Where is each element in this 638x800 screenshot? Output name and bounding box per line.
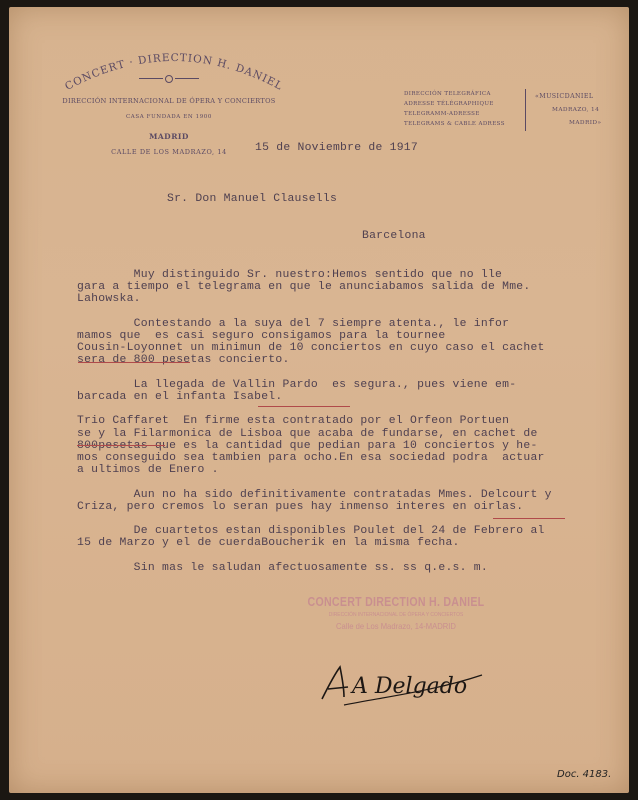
letter-date: 15 de Noviembre de 1917 <box>255 142 418 154</box>
letterhead-ornament <box>139 75 199 81</box>
stamp-line-3: Calle de Los Madrazo, 14-MADRID <box>336 621 456 631</box>
body-line: Aun no ha sido definitivamente contratadas Mmes. Delcourt y <box>77 488 552 501</box>
body-line: a ultimos de Enero . <box>77 464 219 477</box>
letterhead-city: MADRID <box>149 132 189 141</box>
telegraph-line-3: TELEGRAMM-ADRESSE <box>404 111 480 117</box>
body-line: mamos que es casi seguro consigamos para la tournee <box>77 330 446 342</box>
body-line: Sin mas le saludan afectuosamente ss. ss q.e.s. m. <box>77 561 488 574</box>
letterhead-firm-arc <box>49 37 299 97</box>
body-line: Muy distinguido Sr. nuestro:Hemos sentido que no lle <box>77 269 503 281</box>
underline-vallin-pardo <box>258 406 350 407</box>
svg-text:CONCERT · DIRECTION H. DANIEL <box>63 52 285 93</box>
body-line: 800pesetas que es la cantidad que pedian para 10 conciertos y he- <box>77 439 538 452</box>
body-line: Criza, pero cremos lo seran pues hay inmenso interes en oirlas. <box>77 500 524 513</box>
body-line: Contestando a la suya del 7 siempre atenta., le infor <box>77 317 510 330</box>
signature <box>314 657 494 712</box>
telegraph-divider <box>525 89 526 131</box>
body-line: La llegada de Vallin Pardo es segura., pues viene em- <box>77 378 517 391</box>
body-line: Cousin-Loyonnet un minimun de 10 conciertos en cuyo caso el cachet <box>77 342 545 355</box>
telegraph-address-2: MADRAZO, 14 <box>552 107 600 113</box>
body-line: se y la Filarmonica de Lisboa que acaba de fundarse, en cachet de <box>77 427 538 440</box>
letterhead-founded: CASA FUNDADA EN 1900 <box>125 114 213 120</box>
telegraph-address-1: «MUSICDANIEL <box>535 93 594 100</box>
body-line: mos conseguido sea tambien para ocho.En esa sociedad podra actuar <box>77 452 545 464</box>
archive-doc-number: Doc. 4183. <box>557 769 612 780</box>
body-line: 15 de Marzo y el de cuerdaBoucherik en la misma fecha. <box>77 537 460 550</box>
letterhead-street: CALLE DE LOS MADRAZO, 14 <box>111 148 227 156</box>
body-line: sera de 800 pesetas concierto. <box>77 354 290 367</box>
body-line: Trio Caffaret En firme esta contratado por el Orfeon Portuen <box>77 415 510 428</box>
body-line: De cuartetos estan disponibles Poulet del 24 de Febrero al <box>77 525 545 538</box>
body-line: Lahowska. <box>77 293 141 306</box>
telegraph-line-4: TELEGRAMS & CABLE ADRESS <box>404 121 505 127</box>
underline-delcourt <box>493 518 565 519</box>
body-line: gara a tiempo el telegrama en que le anunciabamos salida de Mme. <box>77 281 531 294</box>
letter-sheet <box>9 7 629 793</box>
company-stamp <box>281 595 511 631</box>
underline-cousin-loyonnet <box>78 362 190 363</box>
body-line: barcada en el infanta Isabel. <box>77 391 283 403</box>
signature-text: A Delgado <box>352 674 468 699</box>
stamp-title: CONCERT DIRECTION H. DANIEL <box>307 595 485 609</box>
stamp-line-2: DIRECCIÓN INTERNACIONAL DE ÓPERA Y CONCIERTOS <box>328 612 464 618</box>
letterhead-subtitle: DIRECCIÓN INTERNACIONAL DE ÓPERA Y CONCIERTOS <box>62 97 276 105</box>
telegraph-address-3: MADRID» <box>569 120 602 126</box>
telegraph-line-2: ADRESSE TÉLÉGRAPHIQUE <box>404 101 494 107</box>
underline-trio-caffaret <box>77 445 165 446</box>
telegraph-line-1: DIRECCIÓN TELEGRÁFICA <box>404 91 491 97</box>
letterhead-firm-name: CONCERT · DIRECTION H. DANIEL <box>63 51 285 93</box>
recipient-city: Barcelona <box>362 230 426 242</box>
recipient-name: Sr. Don Manuel Clausells <box>167 193 338 205</box>
